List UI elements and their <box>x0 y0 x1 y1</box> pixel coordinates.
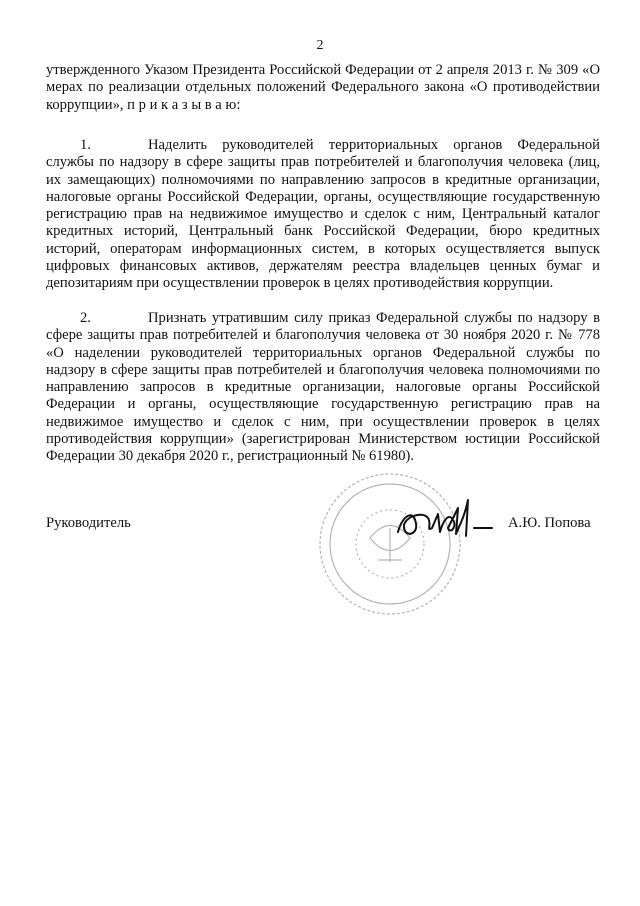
item-text: Наделить руководителей территориальных органов Федеральной службы по надзору в сфере защиты прав потребителей и благополучия человека (лиц, их замещающих) полномочиями по направлению запросов в кредитные организации, налоговые органы Российской Федерации, органы, осуществляющие государственную регистрацию прав на недвижимое имущество и сделок с ним, Центральный каталог кредитных историй, Центральный банк Российской Федерации, бюро кредитных историй, операторам информационных систем, в которых осуществляется выпуск цифровых финансовых активов, держателям реестра владельцев ценных бумаг и депозитариям при осуществлении проверок в целях противодействия коррупции. <box>46 137 600 292</box>
signer-name: А.Ю. Попова <box>508 515 591 531</box>
signer-title: Руководитель <box>46 515 131 531</box>
item-number: 2. <box>80 310 91 326</box>
intro-paragraph: утвержденного Указом Президента Российской Федерации от 2 апреля 2013 г. № 309 «О мерах по реализации отдельных положений Федерального закона «О противодействии коррупции», п р и к а з ы в а ю: <box>46 62 600 113</box>
item-number: 1. <box>80 137 91 153</box>
order-item-2 <box>46 310 600 466</box>
item-text: Признать утратившим силу приказ Федеральной службы по надзору в сфере защиты прав потребителей и благополучия человека от 30 ноября 2020 г. № 778 «О наделении руководителей территориальных органов Федеральной службы по надзору в сфере защиты прав потребителей и благополучия человека полномочиями по направлению запросов в кредитные организации, налоговые органы Российской Федерации и органы, осуществляющие государственную регистрацию прав на недвижимое имущество и сделок с ним, при осуществлении проверок в целях противодействия коррупции» (зарегистрирован Министерством юстиции Российской Федерации 30 декабря 2020 г., регистрационный № 61980). <box>46 310 600 465</box>
handwritten-signature <box>392 488 502 548</box>
page-number: 2 <box>316 38 324 53</box>
order-item-1 <box>46 137 600 293</box>
